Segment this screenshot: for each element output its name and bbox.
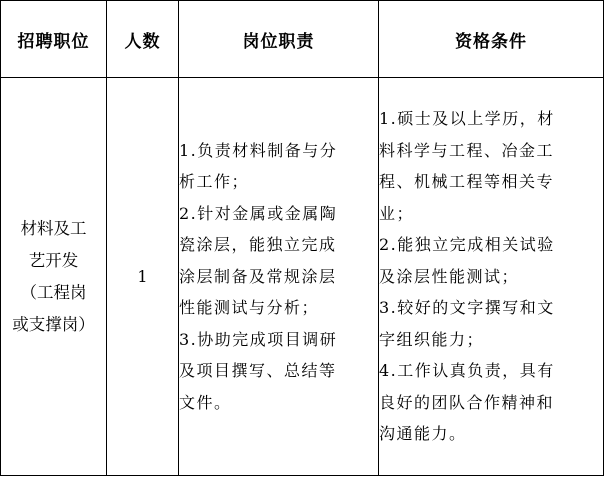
position-line: 或支撑岗） xyxy=(12,314,95,334)
qualification-line: 3.较好的文字撰写和文 xyxy=(379,298,555,318)
duties-line: 2.针对金属或金属陶 xyxy=(179,203,338,223)
duties-line: 性能测试与分析； xyxy=(179,298,320,318)
position-line: 艺开发 xyxy=(28,250,79,270)
qualification-line: 业； xyxy=(379,203,415,223)
header-row xyxy=(1,1,604,78)
duties-line: 析工作； xyxy=(179,172,250,192)
qualification-line: 1.硕士及以上学历，材 xyxy=(379,109,555,129)
table-row xyxy=(1,78,604,476)
duties-line: 1.负责材料制备与分 xyxy=(179,140,338,160)
position-cell xyxy=(1,78,107,476)
header-count: 人数 xyxy=(107,1,179,78)
position-line: （工程岗 xyxy=(20,282,87,302)
qualification-line: 程、机械工程等相关专 xyxy=(379,172,555,192)
qualification-line: 字组织能力； xyxy=(379,329,485,349)
duties-line: 文件。 xyxy=(179,392,232,412)
header-duties: 岗位职责 xyxy=(179,1,379,78)
duties-line: 3.协助完成项目调研 xyxy=(179,329,338,349)
duties-line: 瓷涂层，能独立完成 xyxy=(179,235,337,255)
position-line: 材料及工 xyxy=(20,218,87,238)
header-qualifications: 资格条件 xyxy=(379,1,604,78)
duties-cell xyxy=(179,78,379,476)
qualification-line: 4.工作认真负责，具有 xyxy=(379,361,555,381)
qualification-line: 及涂层性能测试； xyxy=(379,266,520,286)
qualification-line: 2.能独立完成相关试验 xyxy=(379,235,555,255)
qualifications-cell xyxy=(379,78,604,476)
duties-line: 及项目撰写、总结等 xyxy=(179,361,337,381)
header-position: 招聘职位 xyxy=(1,1,107,78)
qualification-line: 料科学与工程、冶金工 xyxy=(379,140,555,160)
qualification-line: 良好的团队合作精神和 xyxy=(379,392,555,412)
count-cell: 1 xyxy=(107,78,179,476)
qualification-line: 沟通能力。 xyxy=(379,424,467,444)
duties-line: 涂层制备及常规涂层 xyxy=(179,266,337,286)
